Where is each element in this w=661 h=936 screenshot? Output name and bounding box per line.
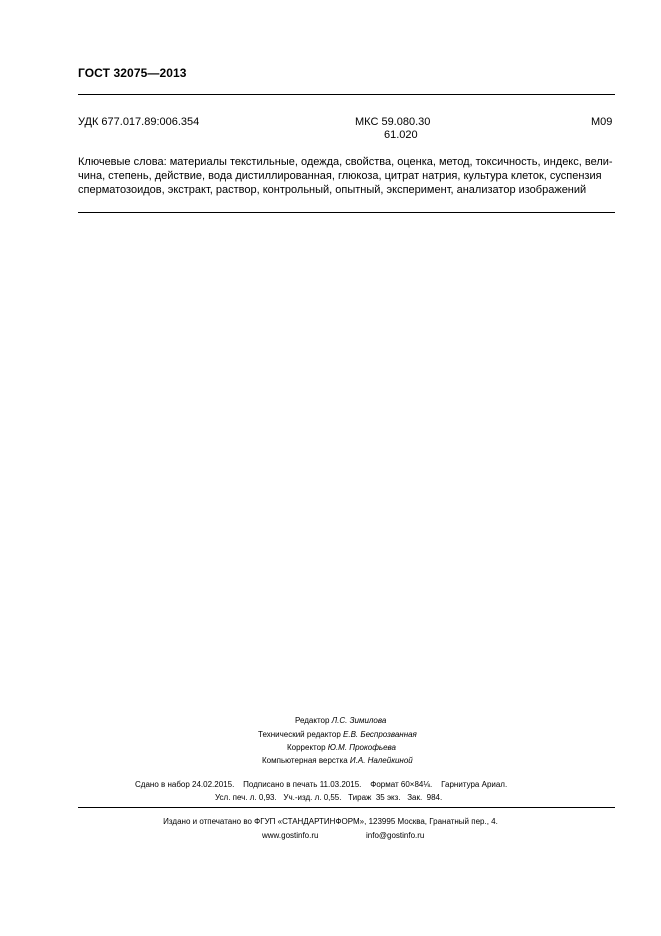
- editor-credit: [295, 716, 386, 725]
- keywords-line: Ключевые слова: материалы текстильные, одежда, свойства, оценка, метод, токсичность, индекс, вели-: [78, 156, 613, 168]
- okstu-code: М09: [591, 116, 613, 128]
- tech-editor-label: Технический редактор: [258, 730, 341, 739]
- keywords-line: чина, степень, действие, вода дистиллированная, глюкоза, цитрат натрия, культура клеток, суспензия: [78, 170, 602, 182]
- header-divider: [78, 94, 615, 95]
- publisher-website: www.gostinfo.ru: [262, 831, 319, 840]
- print-details-line2: Усл. печ. л. 0,93. Уч.-изд. л. 0,55. Тираж 35 экз. Зак. 984.: [215, 793, 443, 802]
- mks-code-1: МКС 59.080.30: [355, 116, 431, 128]
- layout-credit: [262, 756, 413, 765]
- layout-label: Компьютерная верстка: [262, 756, 348, 765]
- editor-name: Л.С. Зимилова: [331, 716, 387, 725]
- keywords-line: сперматозоидов, экстракт, раствор, контрольный, опытный, эксперимент, анализатор изображений: [78, 184, 587, 196]
- mks-code-2: 61.020: [384, 129, 418, 141]
- tech-editor-name: Е.В. Беспрозванная: [343, 730, 417, 739]
- keywords-divider: [78, 212, 615, 213]
- corrector-credit: [287, 743, 396, 752]
- imprint-divider: [78, 807, 615, 808]
- tech-editor-credit: [258, 730, 417, 739]
- udk-code: УДК 677.017.89:006.354: [78, 116, 200, 128]
- publisher-email: info@gostinfo.ru: [366, 831, 425, 840]
- print-details-line1: Сдано в набор 24.02.2015. Подписано в печать 11.03.2015. Формат 60×84⅛. Гарнитура Ариал.: [135, 780, 508, 789]
- publisher-address: Издано и отпечатано во ФГУП «СТАНДАРТИНФОРМ», 123995 Москва, Гранатный пер., 4.: [163, 817, 498, 826]
- layout-name: И.А. Налейкиной: [349, 756, 413, 765]
- editor-label: Редактор: [295, 716, 330, 725]
- keywords-paragraph: [78, 155, 615, 197]
- corrector-label: Корректор: [287, 743, 326, 752]
- standard-number: ГОСТ 32075—2013: [78, 66, 187, 80]
- corrector-name: Ю.М. Прокофьева: [327, 743, 396, 752]
